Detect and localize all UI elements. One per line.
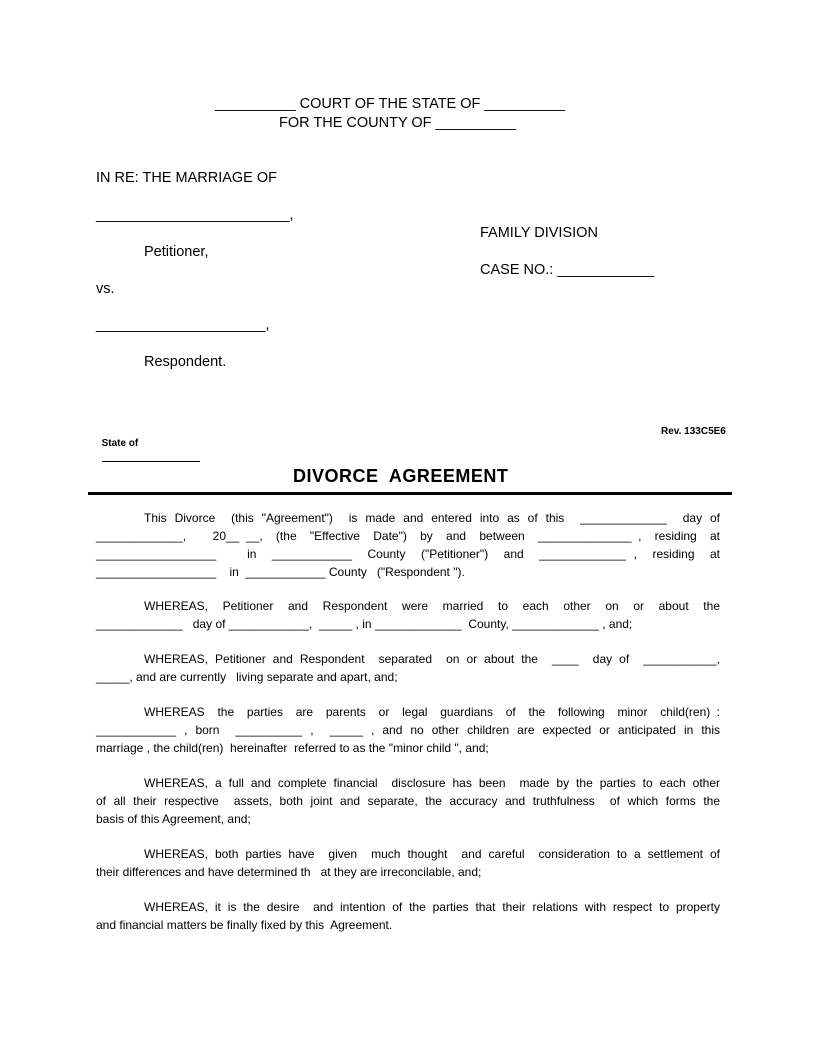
paragraph-line: and financial matters be finally fixed by this Agreement. [96,918,393,932]
paragraph-line: WHEREAS, Petitioner and Respondent separated on or about the ____ day of ___________, [144,652,720,666]
paragraph-line: _____________ day of ____________, _____ , in _____________ County, _____________ , and; [96,617,633,631]
paragraph-line: marriage , the child(ren) hereinafter referred to as the "minor child ", and; [96,741,489,755]
paragraph-line: WHEREAS, Petitioner and Respondent were married to each other on or about the [144,599,720,613]
petitioner-name-blank: ________________________, [96,207,294,223]
paragraph-whereas-married [96,597,720,633]
paragraph-whereas-intention [96,898,720,934]
paragraph-line: WHEREAS the parties are parents or legal guardians of the following minor child(ren) : [144,705,720,719]
case-number: CASE NO.: ____________ [480,262,655,278]
paragraph-whereas-children [96,703,720,757]
paragraph-line: their differences and have determined th at they are irreconcilable, and; [96,865,482,879]
paragraph-line: __________________ in ____________ County ("Respondent "). [96,565,465,579]
paragraph-agreement-intro [96,509,720,581]
petitioner-label: Petitioner, [144,244,209,260]
respondent-name-blank: _____________________, [96,317,270,333]
respondent-label: Respondent. [144,354,227,370]
document-title: DIVORCE AGREEMENT [293,466,509,486]
paragraph-line: This Divorce (this "Agreement") is made and entered into as of this _____________ day of [144,511,720,525]
county-line: FOR THE COUNTY OF __________ [279,115,517,131]
paragraph-whereas-irreconcilable [96,845,720,881]
paragraph-whereas-disclosure [96,774,720,828]
paragraph-line: of all their respective assets, both joint and separate, the accuracy and truthfulness of which forms the [96,794,720,808]
vs-label: vs. [96,281,115,297]
state-of-label: State of [101,438,139,449]
revision-code: Rev. 133C5E6 [661,426,726,437]
state-of-field [96,427,200,465]
in-re-label: IN RE: THE MARRIAGE OF [96,170,278,186]
paragraph-line: _____________, 20__ __, (the "Effective Date") by and between ______________ , residing at [96,529,720,543]
paragraph-line: _____, and are currently living separate and apart, and; [96,670,398,684]
family-division-label: FAMILY DIVISION [480,225,598,241]
paragraph-line: __________________ in ____________ County ("Petitioner") and _____________ , residing at [96,547,720,561]
paragraph-line: WHEREAS, it is the desire and intention of the parties that their relations with respect to property [144,900,720,914]
title-rule [88,492,732,495]
paragraph-line: WHEREAS, both parties have given much thought and careful consideration to a settlement of [144,847,720,861]
paragraph-whereas-separated [96,650,720,686]
paragraph-line: ____________ , born __________ , _____ , and no other children are expected or anticipated in this [96,723,720,737]
paragraph-line: WHEREAS, a full and complete financial disclosure has been made by the parties to each other [144,776,720,790]
court-line: __________ COURT OF THE STATE OF __________ [215,96,566,112]
paragraph-line: basis of this Agreement, and; [96,812,251,826]
state-of-blank [102,449,200,462]
